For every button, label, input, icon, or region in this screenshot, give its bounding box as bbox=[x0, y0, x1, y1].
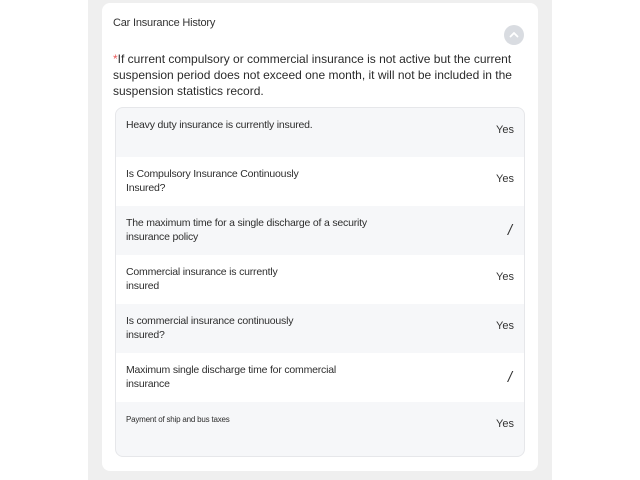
row-value: / bbox=[507, 369, 512, 386]
collapse-button[interactable] bbox=[504, 25, 524, 45]
list-item bbox=[116, 402, 524, 451]
notice-text bbox=[113, 51, 523, 99]
insurance-status-list bbox=[115, 107, 525, 457]
chevron-up-icon bbox=[508, 29, 520, 41]
row-value: Yes bbox=[496, 320, 514, 332]
row-value: / bbox=[507, 222, 512, 239]
row-label: Payment of ship and bus taxes bbox=[126, 415, 230, 424]
list-item bbox=[116, 304, 524, 353]
list-item bbox=[116, 206, 524, 255]
list-item bbox=[116, 157, 524, 206]
insurance-history-card bbox=[102, 3, 538, 471]
list-item bbox=[116, 108, 524, 157]
row-value: Yes bbox=[496, 124, 514, 136]
required-asterisk: * bbox=[113, 52, 118, 66]
row-label: Maximum single discharge time for commercial insurance bbox=[126, 364, 337, 390]
row-value: Yes bbox=[496, 271, 514, 283]
row-label: Commercial insurance is currently insured bbox=[126, 266, 278, 292]
row-label: Is commercial insurance continuously insured? bbox=[126, 315, 294, 341]
row-label: Heavy duty insurance is currently insured. bbox=[126, 119, 313, 131]
card-title: Car Insurance History bbox=[113, 17, 216, 29]
row-value: Yes bbox=[496, 173, 514, 185]
list-item bbox=[116, 353, 524, 402]
list-item bbox=[116, 255, 524, 304]
row-label: Is Compulsory Insurance Continuously Insured? bbox=[126, 168, 299, 194]
notice-body: If current compulsory or commercial insurance is not active but the current suspension period does not exceed one month, it will not be included in the suspension statistics record. bbox=[113, 52, 512, 98]
row-label: The maximum time for a single discharge of a security insurance policy bbox=[126, 217, 367, 243]
row-value: Yes bbox=[496, 418, 514, 430]
